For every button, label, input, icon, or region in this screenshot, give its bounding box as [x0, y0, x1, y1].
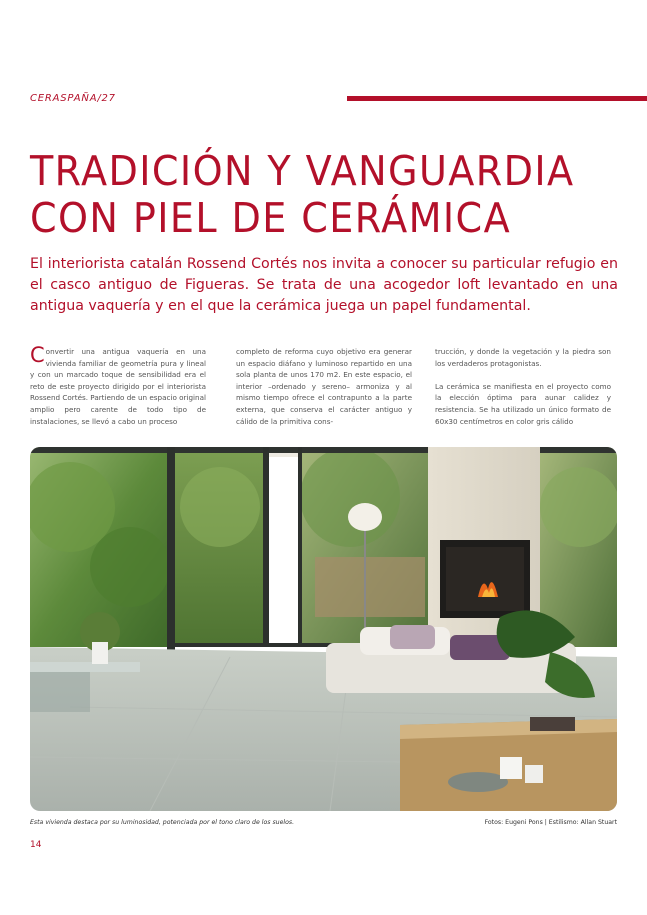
lead-paragraph: El interiorista catalán Rossend Cortés nos invita a conocer su particular refugio en el casco antiguo de Figueras. Se trata de una acogedor loft levantado en una antigua vaquería y en el que la cerámica juega un papel fundamental. [30, 256, 618, 314]
column-3-paragraph-1: trucción, y donde la vegetación y la piedra son los verdaderos protagonistas. [435, 347, 611, 368]
body-column-1 [30, 343, 207, 427]
section-label: CERASPAÑA/27 [30, 93, 116, 104]
title-line-1: TRADICIÓN Y VANGUARDIA [30, 147, 575, 195]
drop-cap: C [30, 343, 45, 367]
section-rule [347, 96, 647, 101]
title-line-2: CON PIEL DE CERÁMICA [30, 194, 512, 242]
photo-caption: Esta vivienda destaca por su luminosidad, potenciada por el tono claro de los suelos. [30, 819, 295, 826]
column-1-text: onvertir una antigua vaquería en una vivienda familiar de geometría pura y lineal y con un marcado toque de sensibilidad era el reto de este proyecto dirigido por el interiorista Rossend Cortés. Partiendo de un espacio original amplio pero carente de todo tipo de instalaciones, se llevó a cabo un proceso [30, 347, 207, 426]
column-3-paragraph-2: La cerámica se manifiesta en el proyecto como la elección óptima para aunar calidez y resistencia. Se ha utilizado un único formato de 60x30 centímetros en color gris cálido [435, 381, 611, 426]
column-2-text: completo de reforma cuyo objetivo era generar un espacio diáfano y luminoso repartido en una sola planta de unos 170 m2. En este espacio, el interior –ordenado y sereno– armoniza y al mismo tiempo ofrece el contrapunto a la parte externa, que conserva el carácter antiguo y cálido de la primitiva cons- [236, 347, 412, 426]
article-title [30, 148, 588, 242]
living-room-photo [30, 447, 617, 811]
body-column-2 [236, 346, 412, 427]
page-number: 14 [30, 840, 42, 850]
body-column-3 [435, 346, 611, 427]
photo-credits: Fotos: Eugeni Pons | Estilismo: Allan Stuart [484, 819, 617, 826]
